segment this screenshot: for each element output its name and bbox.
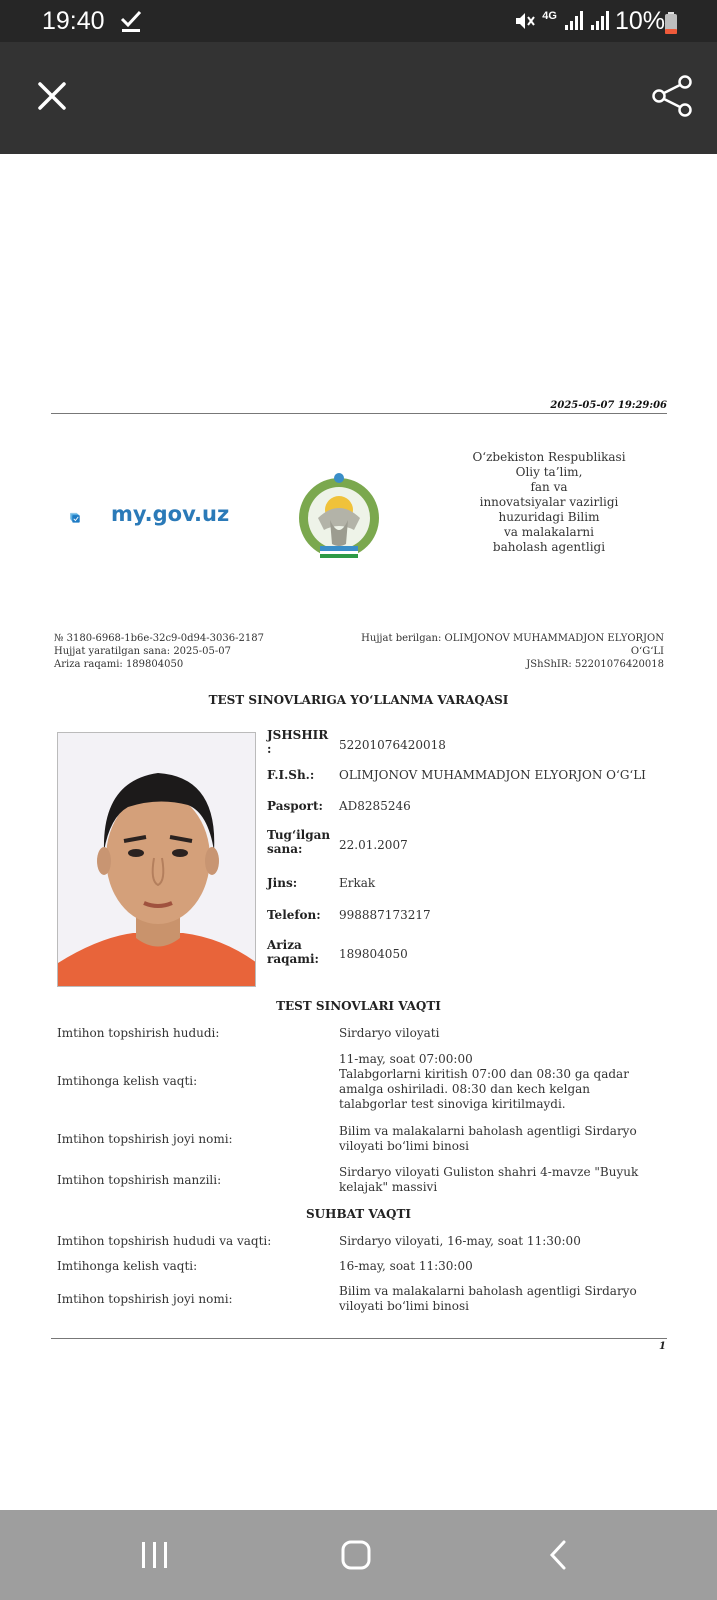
field-label: Pasport: — [267, 799, 323, 813]
mygov-logo-icon — [70, 500, 110, 536]
issued-to-pin: JShShIR: 52201076420018 — [526, 659, 664, 670]
document-meta-right — [361, 632, 664, 671]
issued-to: Hujjat berilgan: OLIMJONOV MUHAMMADJON ELYORJON — [361, 633, 664, 644]
share-icon[interactable] — [651, 74, 695, 118]
info-value: Sirdaryo viloyati Guliston shahri 4-mavze "Buyuk kelajak" massivi — [339, 1165, 639, 1194]
agency-line: fan va — [530, 480, 568, 494]
agency-line: huzuridagi Bilim — [498, 510, 600, 524]
info-label: Imtihon topshirish joyi nomi: — [57, 1132, 233, 1146]
info-label: Imtihon topshirish manzili: — [57, 1173, 222, 1187]
application-number: Ariza raqami: 189804050 — [54, 659, 184, 670]
info-value: Sirdaryo viloyati — [339, 1026, 440, 1040]
field-label: Jins: — [267, 876, 298, 890]
info-label: Imtihon topshirish hududi va vaqti: — [57, 1234, 272, 1248]
page-number: 1 — [659, 1341, 666, 1352]
signal-icon-2 — [589, 10, 609, 32]
battery-percent: 10% — [614, 6, 665, 35]
battery-icon — [665, 12, 677, 34]
interview-section-title: SUHBAT VAQTI — [305, 1207, 412, 1221]
field-value: OLIMJONOV MUHAMMADJON ELYORJON O‘G‘LI — [339, 768, 646, 782]
status-time: 19:40 — [42, 7, 105, 35]
info-value: 16-may, soat 11:30:00 — [339, 1259, 473, 1273]
home-icon[interactable] — [340, 1539, 372, 1571]
agency-line: innovatsiyalar vazirligi — [479, 495, 619, 509]
field-value: Erkak — [339, 876, 376, 890]
info-label: Imtihonga kelish vaqti: — [57, 1074, 198, 1088]
download-complete-icon — [120, 8, 142, 34]
signal-icon — [563, 10, 583, 32]
issued-to-continued: O‘G‘LI — [630, 646, 664, 657]
close-icon[interactable] — [32, 76, 72, 116]
info-value: Sirdaryo viloyati, 16-may, soat 11:30:00 — [339, 1234, 581, 1248]
header-divider — [51, 413, 667, 414]
field-label: Tug‘ilgan sana: — [267, 828, 331, 856]
document-meta-left — [54, 632, 264, 671]
agency-line: O‘zbekiston Respublikasi — [472, 450, 626, 464]
status-indicators — [514, 6, 665, 36]
applicant-photo — [57, 732, 256, 987]
network-type-label: 4G — [542, 9, 557, 22]
agency-name — [460, 450, 638, 555]
info-value: 11-may, soat 07:00:00 Talabgorlarni kiritish 07:00 dan 08:30 ga qadar amalga oshiriladi. 08:30 dan kech kelgan talabgorlar test sinoviga kiritilmaydi. — [339, 1052, 629, 1111]
info-value: Bilim va malakalarni baholash agentligi Sirdaryo viloyati bo‘limi binosi — [339, 1284, 637, 1313]
document-page[interactable] — [0, 154, 717, 1510]
field-value: 22.01.2007 — [339, 838, 408, 852]
field-label: Telefon: — [267, 908, 321, 922]
agency-line: va malakalarni — [504, 525, 594, 539]
form-title: TEST SINOVLARIGA YO‘LLANMA VARAQASI — [208, 693, 509, 707]
mute-icon — [514, 10, 536, 32]
field-value: 52201076420018 — [339, 738, 446, 752]
field-label: F.I.Sh.: — [267, 768, 315, 782]
document-timestamp: 2025-05-07 19:29:06 — [550, 400, 667, 411]
footer-divider — [51, 1338, 667, 1339]
field-value: 189804050 — [339, 947, 408, 961]
state-emblem-icon — [294, 470, 384, 560]
document-number: № 3180-6968-1b6e-32c9-0d94-3036-2187 — [54, 633, 264, 644]
agency-line: baholash agentligi — [492, 540, 606, 554]
document-created-date: Hujjat yaratilgan sana: 2025-05-07 — [54, 646, 231, 657]
system-navigation-bar — [0, 1510, 717, 1600]
agency-line: Oliy ta’lim, — [515, 465, 583, 479]
field-value: 998887173217 — [339, 908, 431, 922]
mygov-logo-text: my.gov.uz — [111, 502, 230, 526]
viewer-toolbar — [0, 42, 717, 154]
status-bar — [0, 0, 717, 42]
back-icon[interactable] — [548, 1539, 568, 1571]
info-label: Imtihonga kelish vaqti: — [57, 1259, 198, 1273]
portrait-image — [58, 733, 256, 987]
field-value: AD8285246 — [339, 799, 411, 813]
info-value: Bilim va malakalarni baholash agentligi Sirdaryo viloyati bo‘limi binosi — [339, 1124, 637, 1153]
field-label: JSHSHIR : — [267, 728, 329, 756]
field-label: Ariza raqami: — [267, 938, 319, 966]
recent-apps-icon[interactable] — [140, 1540, 170, 1570]
test-section-title: TEST SINOVLARI VAQTI — [276, 999, 441, 1013]
info-label: Imtihon topshirish joyi nomi: — [57, 1292, 233, 1306]
info-label: Imtihon topshirish hududi: — [57, 1026, 220, 1040]
